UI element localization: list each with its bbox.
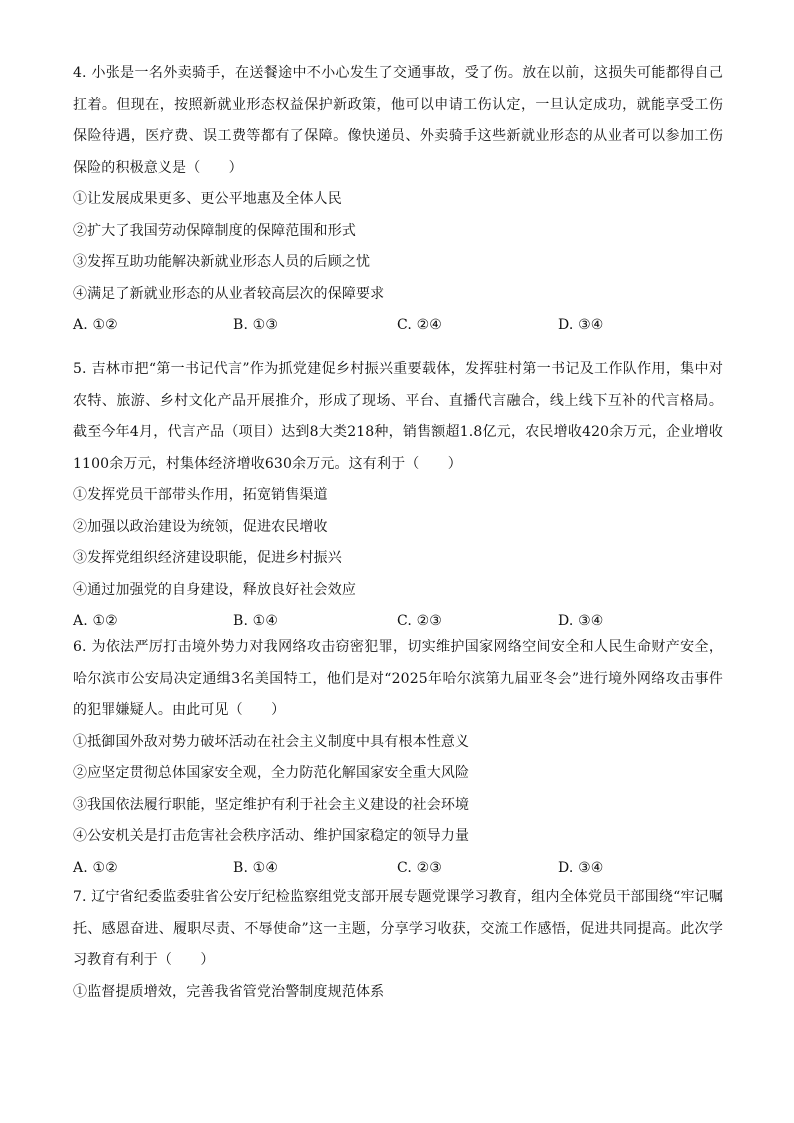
statement-option: ①抵御国外敌对势力破坏活动在社会主义制度中具有根本性意义 (73, 733, 470, 750)
question-stem: 5. 吉林市把“第一书记代言”作为抓党建促乡村振兴重要载体，发挥驻村第一书记及工作队作用，集中对农特、旅游、乡村文化产品开展推介，形成了现场、平台、直播代言融合，线上线下互补的代言格局。截至今年4月，代言产品（项目）达到8大类218种，销售额超1.8亿元，农民增收420余万元，企业增收1100余万元，村集体经济增收630余万元。这有利于（ ） (73, 361, 723, 472)
choice-d[interactable]: D. ③④ (558, 613, 604, 629)
choice-a[interactable]: A. ①② (73, 317, 118, 333)
question-6 (73, 632, 723, 884)
statement-option: ③发挥党组织经济建设职能，促进乡村振兴 (73, 550, 342, 566)
statement-option: ①监督提质增效，完善我省管党治警制度规范体系 (73, 983, 385, 1000)
question-stem: 6. 为依法严厉打击境外势力对我网络攻击窃密犯罪，切实维护国家网络空间安全和人民生命财产安全，哈尔滨市公安局决定通缉3名美国特工，他们是对“2025年哈尔滨第九届亚冬会”进行境外网络攻击事件的犯罪嫌疑人。由此可见（ ） (73, 639, 723, 718)
choice-a[interactable]: A. ①② (73, 613, 118, 629)
choice-b[interactable]: B. ①③ (233, 317, 279, 333)
choice-d[interactable]: D. ③④ (558, 859, 604, 876)
statement-option: ④通过加强党的自身建设，释放良好社会效应 (73, 581, 356, 598)
statement-option: ①让发展成果更多、更公平地惠及全体人民 (73, 191, 342, 207)
question-7 (73, 882, 723, 1008)
statement-option: ④满足了新就业形态的从业者较高层次的保障要求 (73, 285, 385, 302)
answer-choices (73, 310, 723, 342)
choice-c[interactable]: C. ②④ (397, 317, 442, 333)
statement-option: ②扩大了我国劳动保障制度的保障范围和形式 (73, 222, 356, 239)
statement-option: ③我国依法履行职能，坚定维护有利于社会主义建设的社会环境 (73, 796, 470, 813)
choice-b[interactable]: B. ①④ (233, 859, 279, 876)
statement-option: ④公安机关是打击危害社会秩序活动、维护国家稳定的领导力量 (73, 828, 470, 844)
choice-b[interactable]: B. ①④ (233, 613, 279, 629)
statement-option: ③发挥互助功能解决新就业形态人员的后顾之忧 (73, 254, 371, 270)
statement-option: ②应坚定贯彻总体国家安全观，全力防范化解国家安全重大风险 (73, 765, 470, 781)
choice-c[interactable]: C. ②③ (397, 613, 442, 629)
statement-option: ②加强以政治建设为统领，促进农民增收 (73, 518, 328, 535)
choice-a[interactable]: A. ①② (73, 859, 118, 876)
question-4 (73, 58, 723, 342)
answer-choices (73, 853, 723, 885)
choice-d[interactable]: D. ③④ (558, 317, 604, 333)
statement-option: ①发挥党员干部带头作用，拓宽销售渠道 (73, 487, 328, 503)
choice-c[interactable]: C. ②③ (397, 859, 442, 876)
question-stem: 7. 辽宁省纪委监委驻省公安厅纪检监察组党支部开展专题党课学习教育，组内全体党员干部围绕“牢记嘱托、感恩奋进、履职尽责、不辱使命”这一主题，分享学习收获，交流工作感悟，促进共同提高。此次学习教育有利于（ ） (73, 889, 723, 968)
question-stem: 4. 小张是一名外卖骑手，在送餐途中不小心发生了交通事故，受了伤。放在以前，这损失可能都得自己扛着。但现在，按照新就业形态权益保护新政策，他可以申请工伤认定，一旦认定成功，就能享受工伤保险待遇，医疗费、误工费等都有了保障。像快递员、外卖骑手这些新就业形态的从业者可以参加工伤保险的积极意义是（ ） (73, 65, 723, 176)
question-5 (73, 354, 723, 638)
